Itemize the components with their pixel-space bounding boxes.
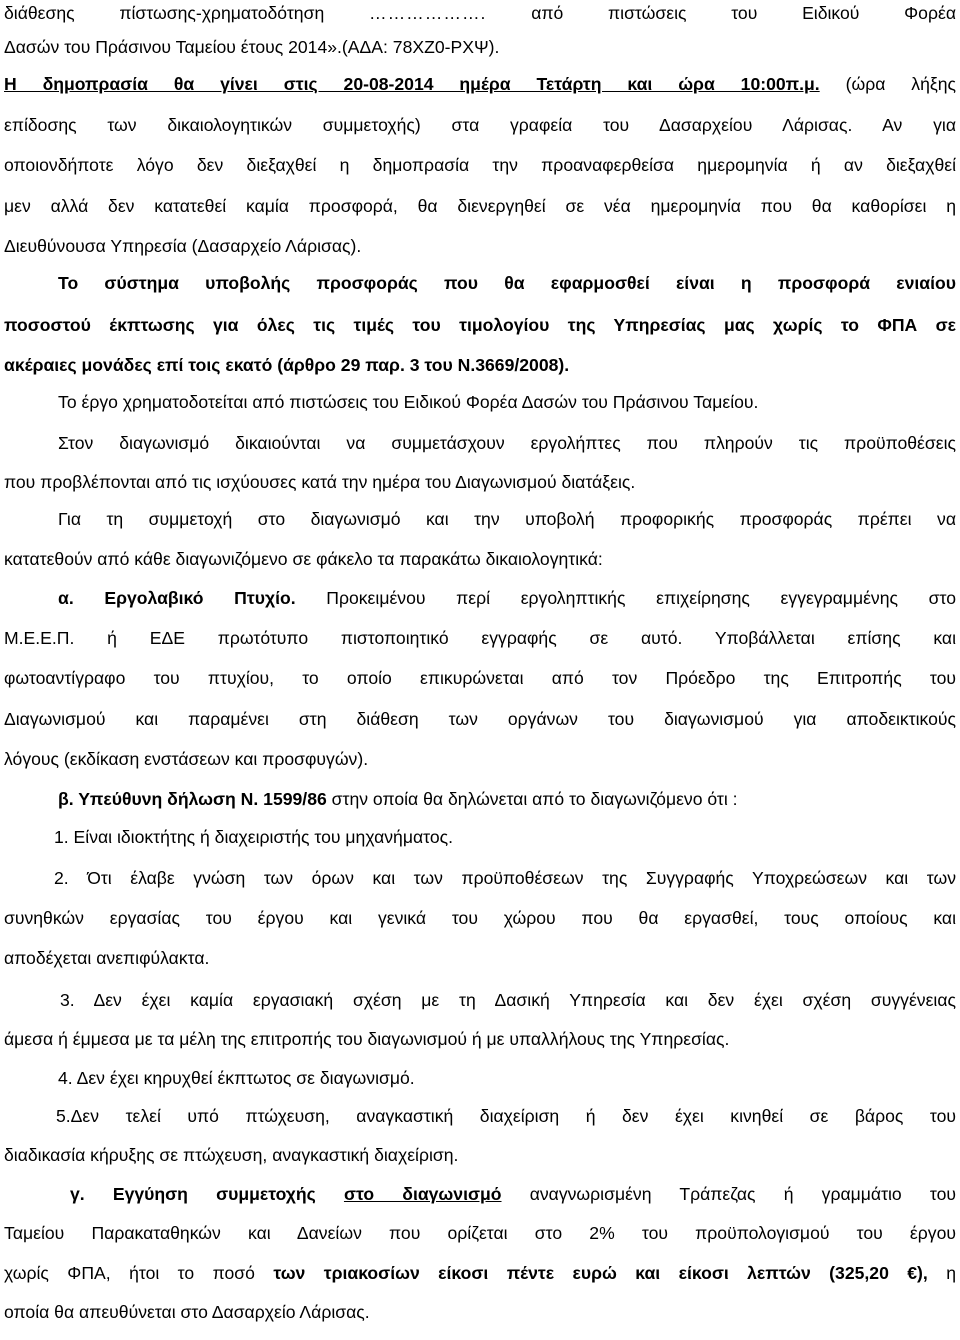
text-line (4, 1027, 956, 1067)
system-text: Το σύστημα υποβολής προσφοράς που θα εφαρμοσθεί είναι η προσφορά ενιαίου (58, 273, 956, 294)
text-line (4, 35, 956, 75)
text-line (58, 1066, 956, 1106)
text-line (4, 1261, 956, 1301)
text-line (4, 906, 956, 946)
item-a-text: Μ.Ε.Ε.Π. ή ΕΔΕ πρωτότυπο πιστοποιητικό εγγραφής σε αυτό. Υποβάλλεται επίσης και (4, 628, 956, 648)
declaration-item-1: 1. Είναι ιδιοκτήτης ή διαχειριστής του μηχανήματος. (54, 827, 454, 848)
text-line (58, 431, 956, 471)
item-c-text: χωρίς ΦΠΑ, ήτοι το ποσό (4, 1262, 255, 1283)
item-b-label: β. Υπεύθυνη δήλωση Ν. 1599/86 (58, 789, 327, 810)
text-line (4, 470, 956, 510)
declaration-item-2: αποδέχεται ανεπιφύλακτα. (4, 948, 210, 969)
text-line (4, 313, 956, 353)
declaration-item-4: 4. Δεν έχει κηρυχθεί έκπτωτος σε διαγωνισμό. (58, 1068, 415, 1089)
blank-dots: ………………. (368, 3, 487, 23)
text-line (4, 153, 956, 193)
guarantee-amount: των τριακοσίων είκοσι πέντε ευρώ και είκοσι λεπτών (325,20 €), (273, 1262, 928, 1283)
text-line (58, 787, 956, 827)
item-c-label: γ. Εγγύηση συμμετοχής (70, 1184, 316, 1205)
declaration-item-5: 5.Δεν τελεί υπό πτώχευση, αναγκαστική διαχείριση ή δεν έχει κινηθεί σε βάρος του (56, 1106, 956, 1127)
auction-deadline-start: (ώρα λήξης (845, 73, 956, 94)
text-line (4, 626, 956, 666)
item-a-text: φωτοαντίγραφο του πτυχίου, το οποίο επικυρώνεται από τον Πρόεδρο της Επιτροπής του (4, 668, 956, 689)
item-a-text: Διαγωνισμού και παραμένει στη διάθεση των οργάνων του διαγωνισμού για αποδεικτικούς (4, 708, 956, 729)
text-line (54, 825, 956, 865)
text-line (4, 72, 956, 112)
declaration-item-2: 2. Ότι έλαβε γνώση των όρων και των προϋποθέσεων της Συγγραφής Υποχρεώσεων και των (54, 867, 956, 888)
item-a-text: λόγους (εκδίκαση ενστάσεων και προσφυγών). (4, 748, 369, 769)
auction-text: οποιονδήποτε λόγο δεν διεξαχθεί η δημοπρασία την προαναφερθείσα ημερομηνία ή αν διεξαχθεί (4, 155, 956, 176)
financing-text: Το έργο χρηματοδοτείται από πιστώσεις του Ειδικού Φορέα Δασών του Πράσινου Ταμείου. (58, 392, 759, 413)
item-b-text: στην οποία θα δηλώνεται από το διαγωνιζόμενο ότι : (331, 789, 738, 810)
text-line (4, 234, 956, 274)
funding-text-start: διάθεσης πίστωσης-χρηματοδότηση (4, 3, 325, 23)
item-c-label-underlined: στο διαγωνισμό (343, 1184, 502, 1205)
documents-text: Για τη συμμετοχή στο διαγωνισμό και την υποβολή προφορικής προσφοράς πρέπει να (58, 509, 956, 530)
text-line (70, 1182, 956, 1222)
text-line (4, 194, 956, 234)
text-line (4, 747, 956, 787)
item-a-text: Προκειμένου περί εργοληπτικής επιχείρησης εγγεγραμμένης στο (326, 587, 956, 608)
text-line (4, 707, 956, 747)
item-c-text: Ταμείου Παρακαταθηκών και Δανείων που ορίζεται στο 2% του προϋπολογισμού του έργου (4, 1223, 956, 1244)
text-line (60, 988, 956, 1028)
auction-location: επίδοσης των δικαιολογητικών συμμετοχής) στα γραφεία του Δασαρχείου Λάρισας. (4, 115, 853, 136)
declaration-item-2: συνηθκών εργασίας του έργου και γενικά του χώρου που θα εργασθεί, τους οποίους και (4, 908, 956, 928)
declaration-item-5: διαδικασία κήρυξης σε πτώχευση, αναγκαστική διαχείριση. (4, 1144, 459, 1165)
item-c-text: οποία θα απευθύνεται στο Δασαρχείο Λάρισας. (4, 1302, 370, 1322)
text-line (4, 1221, 956, 1261)
auction-date-notice: Η δημοπρασία θα γίνει στις 20-08-2014 ημέρα Τετάρτη και ώρα 10:00π.μ. (4, 73, 820, 94)
text-line (4, 113, 956, 153)
item-c-text: η (946, 1262, 957, 1283)
text-line (58, 586, 956, 626)
item-c-text: αναγνωρισμένη Τράπεζας ή γραμμάτιο του (529, 1184, 957, 1205)
text-line (54, 866, 956, 906)
funding-text-end: από πιστώσεις του Ειδικού Φορέα (531, 3, 956, 23)
system-text: ποσοστού έκπτωσης για όλες τις τιμές του τιμολογίου της Υπηρεσίας μας χωρίς το ΦΠΑ σε (4, 314, 956, 335)
text-line (58, 507, 956, 547)
declaration-item-3: 3. Δεν έχει καμία εργασιακή σχέση με τη Δασική Υπηρεσία και δεν έχει σχέση συγγένειας (60, 989, 956, 1010)
text-line (58, 271, 956, 311)
auction-text: μεν αλλά δεν κατατεθεί καμία προσφορά, θα διενεργηθεί σε νέα ημερομηνία που θα καθορίσει η (4, 195, 956, 216)
text-line (4, 946, 956, 986)
text-line (4, 547, 956, 587)
eligibility-text: που προβλέπονται από τις ισχύουσες κατά την ημέρα του Διαγωνισμού διατάξεις. (4, 471, 636, 492)
text-line (56, 1104, 956, 1144)
funding-reference: Δασών του Πράσινου Ταμείου έτους 2014».(ΑΔΑ: 78ΧΖ0-ΡΧΨ). (4, 36, 500, 57)
system-text: ακέραιες μονάδες επί τοις εκατό (άρθρο 29 παρ. 3 του Ν.3669/2008). (4, 354, 570, 375)
eligibility-text: Στον διαγωνισμό δικαιούνται να συμμετάσχουν εργολήπτες που πληρούν τις προϋποθέσεις (58, 433, 956, 454)
documents-text: κατατεθούν από κάθε διαγωνιζόμενο σε φάκελο τα παρακάτω δικαιολογητικά: (4, 548, 603, 569)
text-line (4, 1300, 956, 1340)
declaration-item-3: άμεσα ή έμμεσα με τα μέλη της επιτροπής του διαγωνισμού ή με υπαλλήλους της Υπηρεσίας. (4, 1028, 730, 1049)
text-line (4, 1143, 956, 1183)
auction-postpone-start: Αν για (882, 115, 956, 136)
auction-text: Διευθύνουσα Υπηρεσία (Δασαρχείο Λάρισας). (4, 235, 362, 256)
item-a-label: α. Εργολαβικό Πτυχίο. (58, 587, 296, 608)
text-line (58, 390, 956, 430)
text-line (4, 353, 956, 393)
text-line (4, 666, 956, 706)
